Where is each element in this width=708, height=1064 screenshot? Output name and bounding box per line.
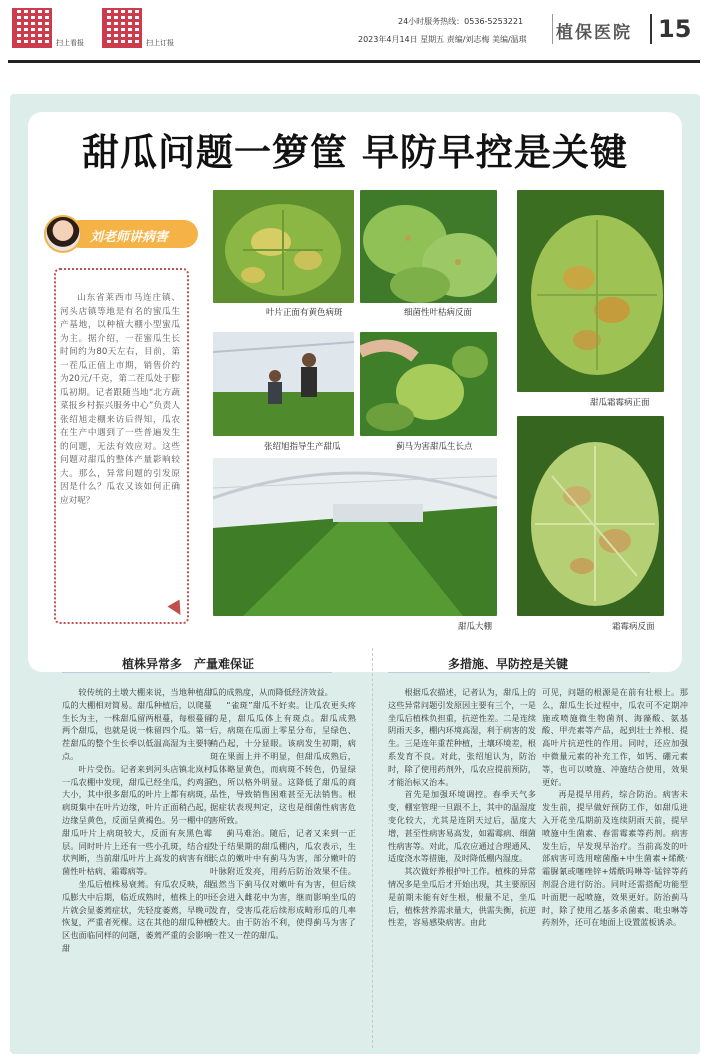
- paragraph: 再是提早用药，综合防治。病害未发生前，提早做好预防工作，如甜瓜进入开花坐瓜期前及连续阴雨天前，提早喷施中生菌素、春雷霉素等药剂。病害发生后，早发现早治疗。当前高发的叶部病害可选用嘧菌酯+中生菌素+烯酰·霜脲氰或噻唑锌+烯酰吗啉等·锰锌等药剂混合进行防治。同时还需搭配功能型叶面肥一起喷施，效果更好。防治蓟马时，除了使用乙基多杀菌素、吡虫啉等药剂外，还可在地面上设置蓝板诱杀。: [542, 789, 688, 928]
- paragraph: 根据瓜农描述，记者认为，甜瓜上的这些异常问题引发原因主要有三个，一是坐瓜后植株负担重，抗逆性差。二是连续阴雨天多，棚内环境高湿，利于病害的发生。三是连年重茬种植，土壤环境差，根系发育不良。对此，张绍旭认为，防治时，除了使用药剂外，瓜农应提前预防，才能治标又治本。: [388, 687, 536, 787]
- columnist-avatar: [44, 215, 82, 253]
- qr-subscribe-caption: 扫上订报: [146, 39, 174, 47]
- paragraph: 较传统的土墩大棚来说，当地种植甜瓜的大棚相对简易。甜瓜种植后，以爬蔓生长为主，一株甜瓜留两根蔓，每根蔓留两个甜瓜，也就是说一株留四个瓜。第一茬甜瓜的整个生长季以低温高湿为主要特点。: [62, 687, 212, 761]
- photo-farmer: [213, 332, 354, 436]
- paragraph: 蓟马难治。随后，记者又来到一正处于结果期的甜瓜棚内，瓜农表示，生长点的嫩叶中有蓟马为害，部分嫩叶的叶脉附近发亮，用药后防治效果不佳。虽然当下蓟马仅对嫩叶有为害，但后续还会进入雌花中为害，继而影响坐瓜的发育，受害瓜花后续形成畸形瓜的几率较大。由于防治不利，使得蓟马为害了一茬又一茬的甜瓜。: [210, 827, 356, 941]
- section-name: 植保医院: [556, 23, 632, 43]
- paragraph: 瓜的成熟度，从而降低经济效益。: [210, 687, 333, 697]
- dateline: 2023年4月14日 星期五 责编/刘志梅 美编/温琪: [358, 35, 527, 44]
- caption-leaf-yellow: 叶片正面有黄色病斑: [266, 308, 343, 318]
- photo-thrips: [360, 332, 497, 436]
- paragraph: 坐瓜后植株易衰蔫。有瓜农反映，甜瓜膨大中后期，临近成熟时，植株上的叶片就会显萎蔫症状，先轻度萎蔫，早晚可恢复，严重者死棵。这在其他的甜瓜种植区也面临同样的问题，萎蔫严重的会影响甜: [62, 878, 212, 953]
- paragraph: 其次做好养根护叶工作。植株的异常情况多是坐瓜后才开始出现，其主要原因是前期未能有好生根，根量不足，坐瓜后，植株营养需求量大，供需失衡，抗逆性差，容易感染病害。由此: [388, 866, 536, 928]
- paragraph: 首先是加强环境调控。春季天气多变，棚室管理一旦跟不上，其中的温湿度变化较大，尤其是连阴天过后，温度大增，甚至性病害易高发，如霜霉病、细菌性病害等。对此，瓜农应通过合理通风、适度浇水等措施，及时降低棚内湿度。: [388, 789, 536, 864]
- article-right-col1: [388, 686, 536, 929]
- page-number: 15: [658, 15, 692, 43]
- section-title-right: 多措施、早防控是关键: [448, 657, 569, 671]
- paragraph: “雀斑”甜瓜不好卖。让瓜农更头疼的是，甜瓜瓜体上有斑点。甜瓜成熟后，病斑在瓜面上零星分布，呈绿色、稍凸起，十分显眼。该病发生初期，病斑在果面上并不明显，但甜瓜成熟后，瓜体略显黄色，而病斑不转色，仍显绿色，所以格外明显。这降低了甜瓜的商品性，导致销售困难甚至无法销售。根据症状表现判定，这也是细菌性病害危害所致。: [210, 699, 356, 825]
- hotline: 24小时服务热线：0536-5253221: [398, 17, 524, 26]
- qr-read-caption: 扫上看报: [56, 39, 84, 47]
- article-left-col1: [62, 686, 212, 955]
- column-divider: [372, 648, 373, 1048]
- photo-mildew-front: [517, 190, 664, 392]
- article-right-col2: [542, 686, 688, 929]
- columnist-label: 刘老师讲病害: [90, 230, 169, 245]
- caption-mildew-back: 霜霉病反面: [612, 622, 655, 632]
- section-title-left: 植株异常多 产量难保证: [122, 657, 255, 671]
- intro-text: 山东省莱西市马连庄镇、河头店镇等地是有名的蜜瓜生产基地，以种植大棚小型蜜瓜为主。据介绍，一茬蜜瓜生长时间约为80天左右，目前，第一茬瓜正值上市期，销售价约为20元/千克，第二茬瓜处于膨瓜初期。记者跟随当地“北方蔬菜报乡村振兴服务中心”负责人张绍旭走棚来访后得知，瓜农在生产中遇到了一些普遍发生的问题，无法有效应对。这些问题对甜瓜的整体产量影响较大。那么，异常问题的引发原因是什么？瓜农又该如何正确应对呢？: [60, 293, 180, 506]
- qr-code-read: [12, 8, 52, 48]
- caption-leaf-bacterial: 细菌性叶枯病反面: [404, 308, 473, 318]
- paragraph: 可见，问题的根源是在前有壮根上。那么，甜瓜生长过程中，瓜农可不定期冲施或喷施微生物菌剂、海藻酸、氨基酸、甲壳素等产品，起到壮士养根、提高叶片抗逆性的作用。同时，还应加强中微量元素的补充工作，如钙、硼元素等，也可以喷施、冲施结合使用，效果更好。: [542, 687, 688, 787]
- caption-greenhouse: 甜瓜大棚: [458, 622, 493, 632]
- caption-thrips: 蓟马为害甜瓜生长点: [396, 442, 473, 452]
- photo-leaf-yellow-spots: [213, 190, 354, 303]
- masthead-rule: [8, 60, 700, 63]
- caption-mildew-front: 甜瓜霜霉病正面: [590, 398, 650, 408]
- paragraph: 叶片受伤。记者来到河头店镇北岚村一瓜农棚中发现，甜瓜已经坐瓜，约鸡蛋大小，其中很多甜瓜的叶片上都有病斑，病斑集中在叶片边缘，叶片正面稍凸起，边缘呈黄色，反面呈黄褐色。另一棚中的甜瓜叶片上病斑较大，反面有灰黑色霉层。同时叶片上还有一些小孔斑，结合症状判断，当前甜瓜叶片上高发的病害有细菌性叶枯病、霜霉病等。: [62, 763, 212, 877]
- photo-greenhouse: [213, 458, 497, 616]
- qr-code-subscribe: [102, 8, 142, 48]
- article-left-col2: [210, 686, 356, 942]
- caption-farmer: 张绍旭指导生产甜瓜: [264, 442, 341, 452]
- photo-mildew-back: [517, 416, 664, 616]
- photo-leaf-bacterial: [360, 190, 497, 303]
- headline: 甜瓜问题一箩筐 早防早控是关键: [82, 131, 628, 174]
